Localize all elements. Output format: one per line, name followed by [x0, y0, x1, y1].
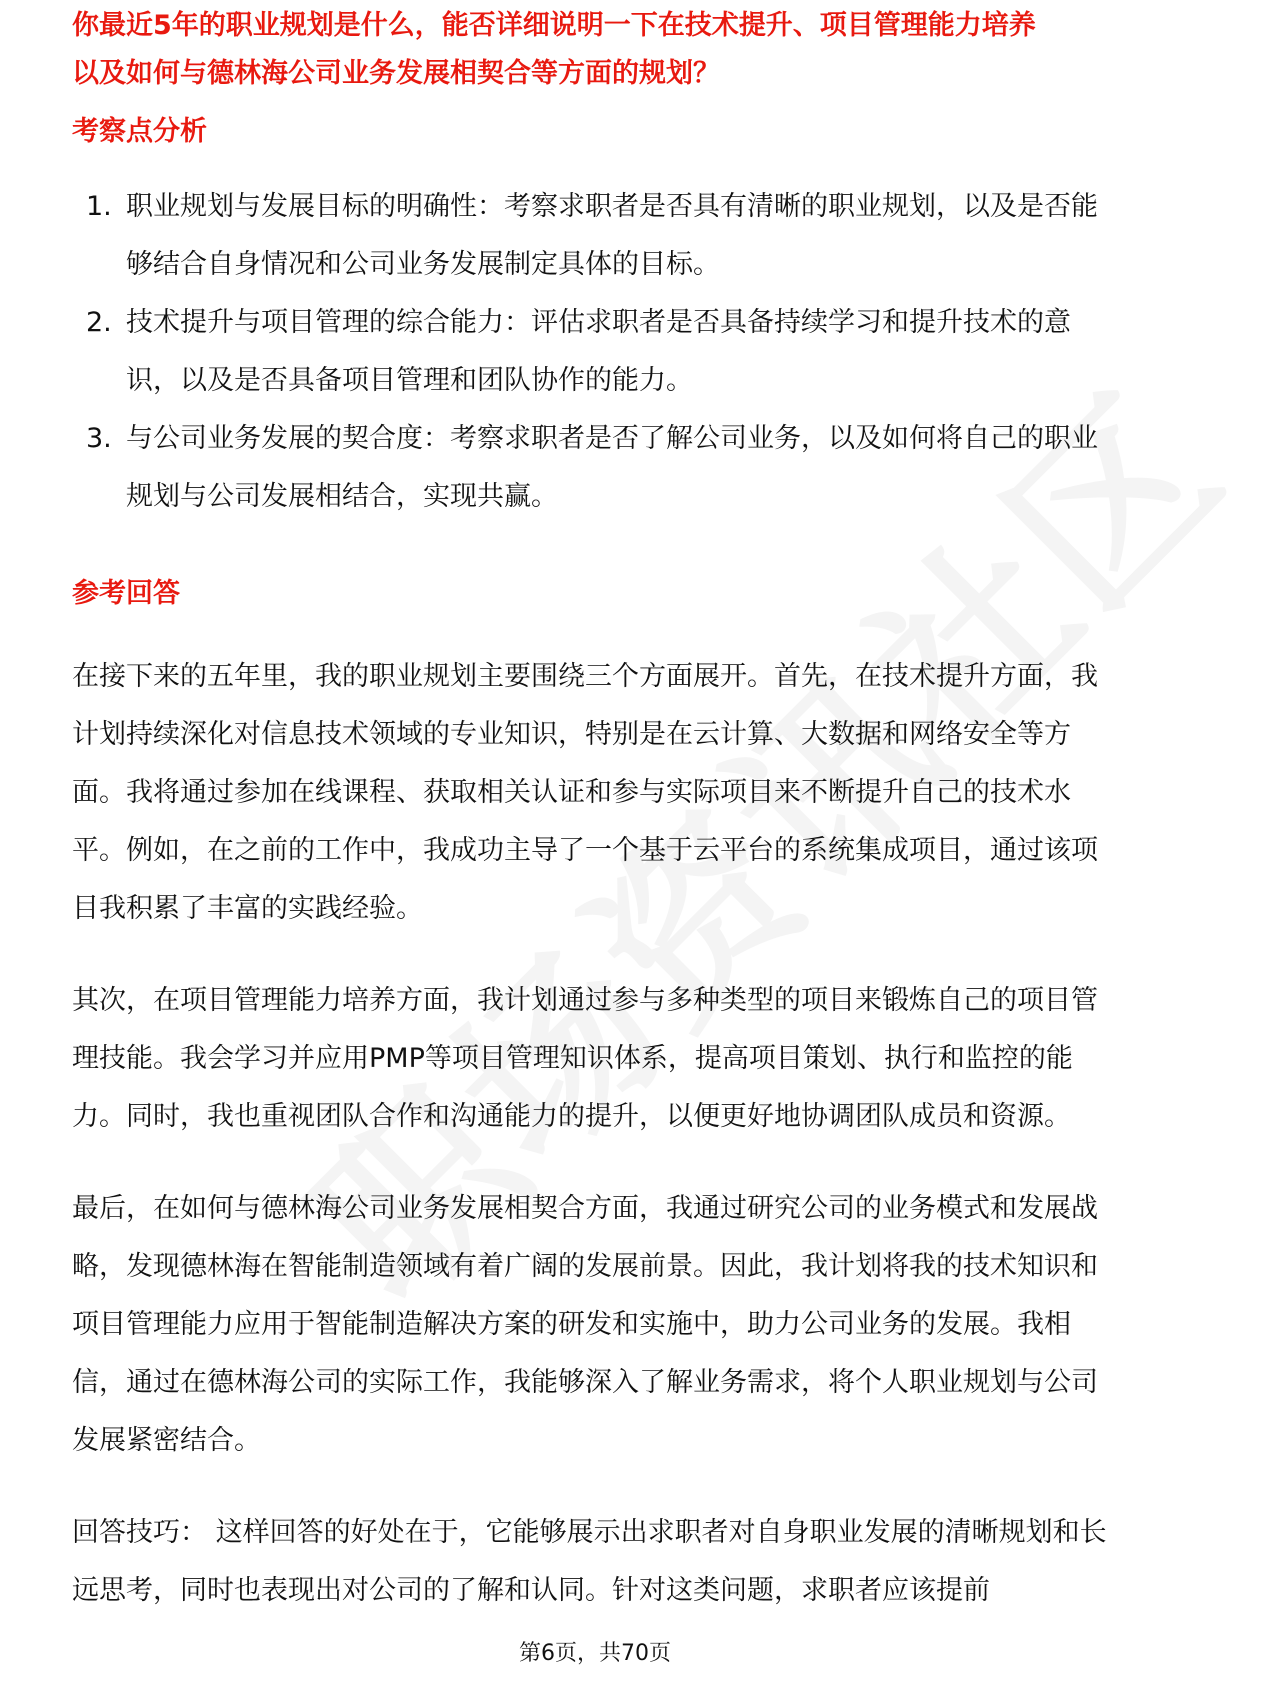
analysis-point	[72, 294, 1122, 410]
point-text: 技术提升与项目管理的综合能力：评估求职者是否具备持续学习和提升技术的意识，以及是否具备项目管理和团队协作的能力。	[126, 307, 1071, 396]
analysis-point	[72, 178, 1122, 294]
answer-heading: 参考回答	[72, 578, 180, 609]
page-content	[72, 10, 1122, 1620]
analysis-point	[72, 410, 1122, 526]
question-line-partial: 你最近5年的职业规划是什么，能否详细说明一下在技术提升、项目管理能力培养	[72, 10, 1036, 41]
point-number: 1.	[86, 191, 112, 222]
point-text: 职业规划与发展目标的明确性：考察求职者是否具有清晰的职业规划，以及是否能够结合自身情况和公司业务发展制定具体的目标。	[126, 191, 1098, 280]
analysis-heading: 考察点分析	[72, 116, 207, 147]
point-number: 3.	[86, 423, 112, 454]
page-footer: 第6页，共70页	[519, 1641, 671, 1666]
answer-paragraph: 其次，在项目管理能力培养方面，我计划通过参与多种类型的项目来锻炼自己的项目管理技能。我会学习并应用PMP等项目管理知识体系，提高项目策划、执行和监控的能力。同时，我也重视团队合作和沟通能力的提升，以便更好地协调团队成员和资源。	[72, 985, 1098, 1132]
analysis-points-list	[72, 178, 1122, 526]
question-line: 以及如何与德林海公司业务发展相契合等方面的规划？	[72, 58, 720, 89]
answer-paragraph: 最后，在如何与德林海公司业务发展相契合方面，我通过研究公司的业务模式和发展战略，发现德林海在智能制造领域有着广阔的发展前景。因此，我计划将我的技术知识和项目管理能力应用于智能制造解决方案的研发和实施中，助力公司业务的发展。我相信，通过在德林海公司的实际工作，我能够深入了解业务需求，将个人职业规划与公司发展紧密结合。	[72, 1193, 1098, 1456]
point-number: 2.	[86, 307, 112, 338]
answer-paragraph: 在接下来的五年里，我的职业规划主要围绕三个方面展开。首先，在技术提升方面，我计划持续深化对信息技术领域的专业知识，特别是在云计算、大数据和网络安全等方面。我将通过参加在线课程、获取相关认证和参与实际项目来不断提升自己的技术水平。例如，在之前的工作中，我成功主导了一个基于云平台的系统集成项目，通过该项目我积累了丰富的实践经验。	[72, 661, 1098, 924]
point-text: 与公司业务发展的契合度：考察求职者是否了解公司业务，以及如何将自己的职业规划与公司发展相结合，实现共赢。	[126, 423, 1098, 512]
question-text	[72, 2, 1122, 98]
answer-tips-paragraph: 回答技巧： 这样回答的好处在于，它能够展示出求职者对自身职业发展的清晰规划和长远思考，同时也表现出对公司的了解和认同。针对这类问题，求职者应该提前	[72, 1517, 1107, 1606]
